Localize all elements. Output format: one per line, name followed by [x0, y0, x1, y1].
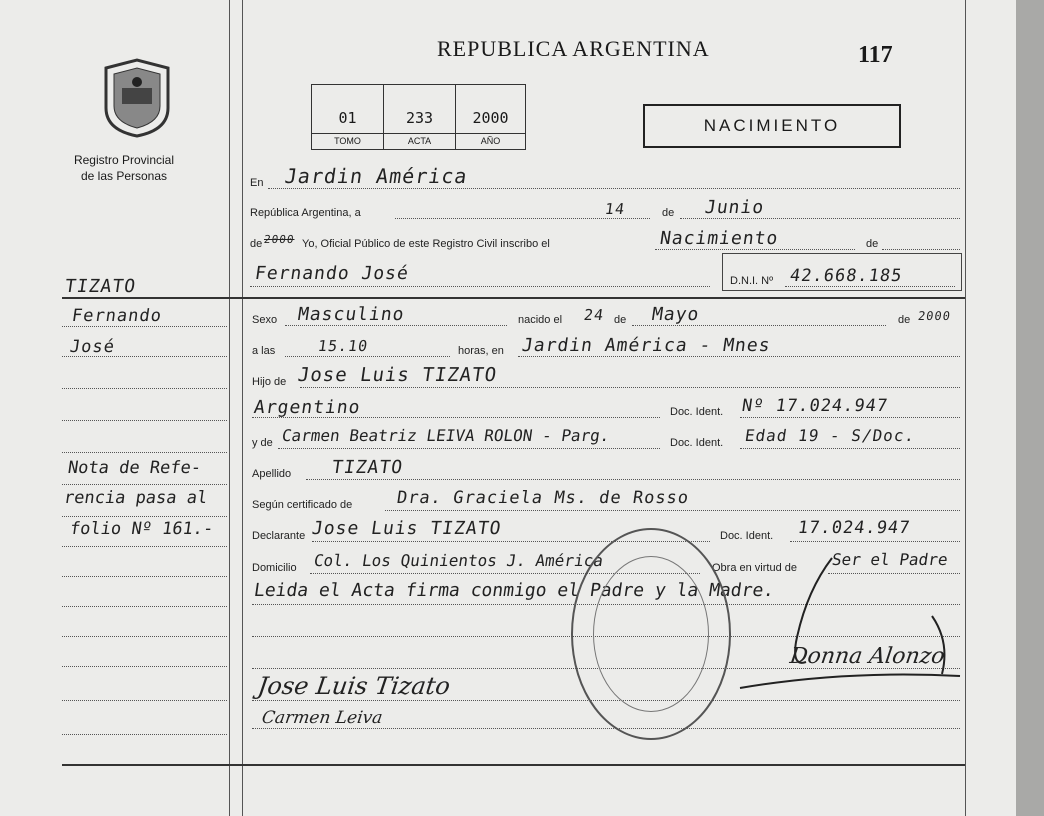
form-right-rule	[965, 0, 966, 816]
margin-row	[62, 420, 227, 421]
page-edge	[1016, 0, 1044, 816]
sexo-label: Sexo	[252, 314, 278, 326]
tomo-cell	[312, 85, 384, 149]
margin-row	[62, 326, 227, 327]
left-margin-rule	[229, 0, 230, 816]
anio-label: AÑO	[456, 133, 525, 149]
cert-value: Dra. Graciela Ms. de Rosso	[395, 488, 691, 508]
acta-label: ACTA	[384, 133, 455, 149]
birth-place-line	[518, 356, 960, 357]
birth-month-value: Mayo	[650, 304, 701, 325]
margin-row	[62, 452, 227, 453]
margin-row	[62, 700, 227, 701]
declarant-signature: Jose Luis Tizato	[256, 672, 452, 700]
tomo-value: 01	[338, 109, 357, 127]
birth-place-value: Jardin América - Mnes	[520, 335, 773, 356]
declarante-label: Declarante	[252, 530, 306, 542]
declarante-doc-line	[790, 541, 960, 542]
official-signature: Donna Alonzo	[788, 644, 947, 669]
margin-row	[62, 666, 227, 667]
margin-row	[62, 636, 227, 637]
cert-line	[385, 510, 960, 511]
mother-value: Carmen Beatriz LEIVA ROLON - Parg.	[280, 426, 611, 445]
doc2-label: Doc. Ident.	[670, 437, 724, 449]
de2-label: de	[866, 238, 879, 250]
alas-label: a las	[252, 345, 276, 357]
doc1-label: Doc. Ident.	[670, 406, 724, 418]
act-type-box: NACIMIENTO	[643, 104, 901, 148]
mother-line	[278, 448, 660, 449]
names-line	[250, 286, 710, 287]
bottom-rule	[62, 764, 965, 766]
registry-line2: de las Personas	[80, 169, 168, 183]
sexo-value: Masculino	[296, 304, 407, 325]
en-label: En	[250, 177, 264, 189]
declarante-doc-value: 17.024.947	[796, 518, 912, 538]
domicilio-label: Domicilio	[252, 562, 297, 574]
registry-line1: Registro Provincial	[73, 153, 175, 167]
margin-row	[62, 484, 227, 485]
acta-value: 233	[405, 109, 434, 127]
margin-row	[62, 546, 227, 547]
margin-note2: rencia pasa al	[62, 488, 209, 508]
month-line	[680, 218, 960, 219]
yde-label: y de	[252, 437, 273, 449]
separator-rule	[62, 297, 965, 299]
form-left-rule	[242, 0, 243, 816]
child-names-value: Fernando José	[253, 263, 411, 284]
inscribo-line	[655, 249, 855, 250]
hora-value: 15.10	[316, 337, 370, 355]
margin-surname: TIZATO	[63, 276, 138, 297]
apellido-line	[306, 479, 960, 480]
obra-label: Obra en virtud de	[712, 562, 797, 574]
hijo-label: Hijo de	[252, 376, 287, 388]
official-stamp-inner-icon	[593, 556, 709, 712]
registry-seal-icon	[98, 56, 176, 138]
de2-line	[882, 249, 960, 250]
doc3-label: Doc. Ident.	[720, 530, 774, 542]
margin-row	[62, 606, 227, 607]
reference-box	[311, 84, 526, 150]
margin-note1: Nota de Refe-	[66, 458, 203, 478]
horas-label: horas, en	[458, 345, 504, 357]
mother-doc-line	[740, 448, 960, 449]
father-doc-value: Nº 17.024.947	[740, 396, 890, 416]
dni-label: D.N.I. Nº	[730, 275, 774, 287]
dni-line	[785, 286, 955, 287]
nacido-label: nacido el	[518, 314, 563, 326]
father-nat-value: Argentino	[252, 397, 363, 418]
margin-row	[62, 516, 227, 517]
obra-value: Ser el Padre	[830, 550, 949, 569]
de3-label: de	[614, 314, 627, 326]
note-value: Leida el Acta firma conmigo el Padre y la Madre.	[252, 580, 776, 601]
father-doc-line	[740, 417, 960, 418]
de-label: de	[662, 207, 675, 219]
month-value: Junio	[703, 197, 766, 218]
de4-label: de	[898, 314, 911, 326]
tomo-label: TOMO	[312, 133, 383, 149]
anio-cell	[456, 85, 525, 149]
registry-name	[62, 152, 186, 184]
inscribo-value: Nacimiento	[658, 228, 780, 249]
republica-label: República Argentina, a	[250, 207, 361, 219]
day-line	[395, 218, 650, 219]
father-value: Jose Luis TIZATO	[296, 364, 499, 386]
dni-value: 42.668.185	[788, 266, 904, 286]
empty-row	[252, 728, 960, 729]
day-value: 14	[603, 200, 627, 218]
country-title: REPUBLICA ARGENTINA	[437, 36, 710, 61]
sexo-line	[285, 325, 507, 326]
margin-name1: Fernando	[70, 306, 164, 326]
acta-cell	[384, 85, 456, 149]
yo-text: Yo, Oficial Público de este Registro Civil inscribo el	[302, 238, 550, 250]
place-value: Jardin América	[283, 164, 470, 188]
cert-label: Según certificado de	[252, 499, 353, 511]
de-year-label: de	[250, 238, 263, 250]
father-line	[300, 387, 960, 388]
birth-year-value: 2000	[917, 309, 952, 323]
birth-day-value: 24	[582, 306, 606, 324]
domicilio-value: Col. Los Quinientos J. América	[312, 551, 605, 570]
apellido-value: TIZATO	[330, 457, 405, 478]
anio-value: 2000	[472, 109, 509, 127]
official-signature-flourish-icon	[736, 552, 968, 692]
margin-note3: folio Nº 161.-	[68, 519, 215, 539]
mother-doc-value: Edad 19 - S/Doc.	[743, 426, 917, 445]
declarante-value: Jose Luis TIZATO	[310, 518, 503, 539]
year-written-value: 2000	[263, 233, 296, 246]
hora-line	[285, 356, 450, 357]
place-line	[268, 188, 960, 189]
apellido-label: Apellido	[252, 468, 292, 480]
birth-month-line	[632, 325, 886, 326]
margin-row	[62, 576, 227, 577]
mother-signature: Carmen Leiva	[260, 708, 384, 728]
margin-name2: José	[68, 337, 117, 357]
folio-number: 117	[858, 42, 893, 68]
margin-row	[62, 734, 227, 735]
margin-row	[62, 388, 227, 389]
